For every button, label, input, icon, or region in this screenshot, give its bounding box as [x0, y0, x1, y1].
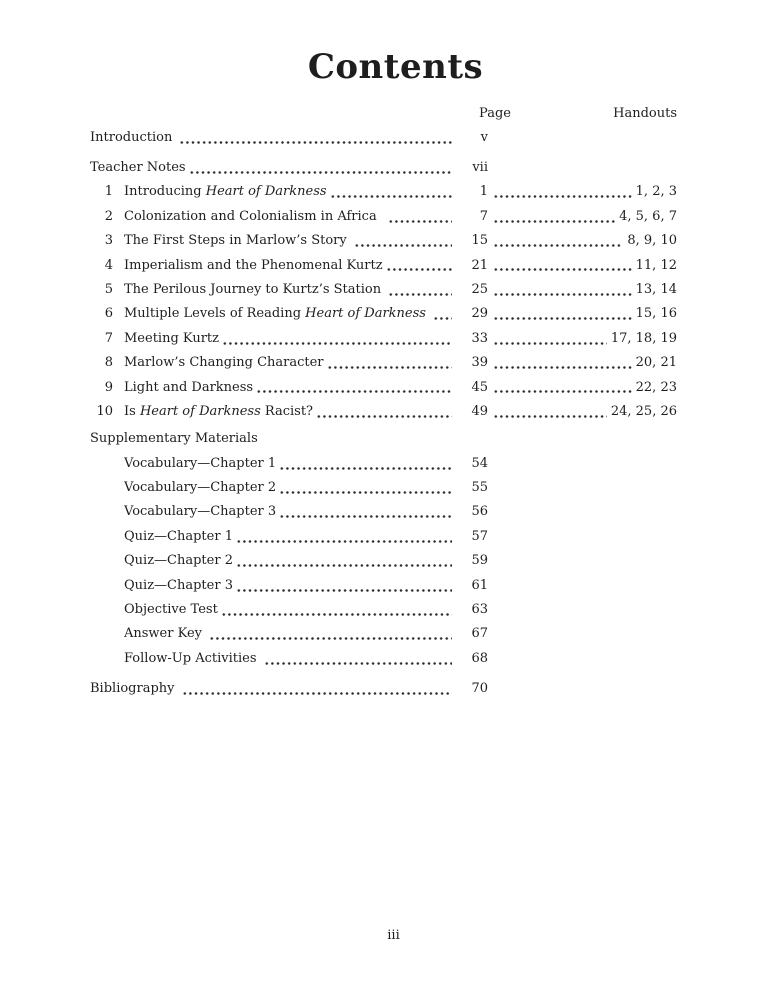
entry-title-segment: Light and Darkness	[124, 379, 254, 395]
dot-leader	[235, 525, 452, 549]
dot-leader	[208, 622, 452, 646]
entry-title	[90, 156, 186, 180]
page-number: 63	[471, 602, 488, 618]
entry-main	[90, 549, 454, 573]
page-number: 21	[471, 257, 488, 273]
entry-title	[124, 376, 253, 400]
entry-title	[124, 476, 276, 500]
chapter-list	[90, 180, 677, 424]
entry-main	[90, 427, 488, 451]
entry-title	[124, 549, 233, 573]
toc-entry-supplementary	[90, 476, 488, 500]
toc-entry-chapter	[90, 229, 677, 253]
dot-leader	[492, 278, 632, 302]
column-headers	[90, 104, 677, 124]
entry-main	[90, 574, 454, 598]
handout-numbers: 4, 5, 6, 7	[619, 208, 677, 224]
entry-main	[90, 302, 454, 326]
page-number: 7	[479, 208, 488, 224]
dot-leader	[492, 205, 615, 229]
entry-title-segment: Bibliography	[90, 680, 179, 696]
toc-entry-supplementary	[90, 622, 488, 646]
entry-title-segment: Quiz—Chapter 3	[124, 577, 233, 593]
entry-title-segment: Vocabulary—Chapter 1	[124, 455, 277, 471]
entry-title-segment: Supplementary Materials	[90, 431, 258, 447]
bibliography-section	[90, 677, 677, 701]
entry-title	[90, 677, 179, 701]
entry-title	[124, 622, 206, 646]
entry-title-segment: Answer Key	[124, 626, 207, 642]
page-number: 59	[471, 553, 488, 569]
entry-title	[124, 647, 261, 671]
page-number: 15	[471, 233, 488, 249]
entry-title-segment: Multiple Levels of Reading	[124, 306, 306, 322]
dot-leader	[329, 180, 452, 204]
entry-title	[124, 574, 233, 598]
handout-numbers: 13, 14	[635, 281, 677, 297]
toc-entry-bibliography	[90, 677, 488, 701]
entry-title-segment: Follow-Up Activities	[124, 650, 261, 666]
handouts-column-header: Handouts	[613, 106, 677, 121]
page-number: 25	[471, 281, 488, 297]
entry-main	[90, 598, 454, 622]
entry-title	[124, 302, 430, 326]
toc-entry-supplementary	[90, 452, 488, 476]
entry-title	[124, 500, 276, 524]
entry-title	[124, 254, 383, 278]
page-number: 70	[471, 680, 488, 696]
dot-leader	[492, 254, 632, 278]
handout-numbers: 8, 9, 10	[627, 233, 677, 249]
chapter-number: 5	[104, 281, 113, 297]
dot-leader	[387, 205, 452, 229]
entry-main	[90, 205, 454, 229]
entry-title-segment: Introducing	[124, 184, 206, 200]
dot-leader	[235, 549, 452, 573]
handout-numbers: 22, 23	[635, 379, 677, 395]
folio-page-number: iii	[387, 928, 400, 943]
dot-leader	[492, 180, 632, 204]
dot-leader	[432, 302, 452, 326]
toc-entry-chapter	[90, 351, 677, 375]
dot-leader	[492, 376, 632, 400]
entry-main	[90, 229, 454, 253]
toc-entry-chapter	[90, 278, 677, 302]
page-number: 54	[471, 455, 488, 471]
chapter-number: 2	[104, 208, 113, 224]
entry-main	[90, 400, 454, 424]
page-number: 29	[471, 306, 488, 322]
entry-title-italic-segment: Heart of Darkness	[305, 306, 426, 322]
entry-title-segment: Quiz—Chapter 2	[124, 553, 233, 569]
entry-main	[90, 452, 454, 476]
entry-title	[124, 278, 385, 302]
dot-leader	[188, 156, 452, 180]
toc-entry-supplementary	[90, 647, 488, 671]
chapter-number: 3	[104, 233, 113, 249]
entry-title-segment: The First Steps in Marlow’s Story	[124, 233, 351, 249]
dot-leader	[326, 351, 452, 375]
entry-main	[90, 525, 454, 549]
handout-numbers: 1, 2, 3	[635, 184, 677, 200]
chapter-number: 1	[104, 184, 113, 200]
handout-numbers: 11, 12	[635, 257, 677, 273]
toc-entry-chapter	[90, 400, 677, 424]
page-number: 49	[471, 403, 488, 419]
dot-leader	[255, 376, 452, 400]
toc-entry-chapter	[90, 327, 677, 351]
page-title: Contents	[307, 47, 484, 87]
page-number: 61	[471, 577, 488, 593]
dot-leader	[181, 677, 452, 701]
handout-numbers: 20, 21	[635, 355, 677, 371]
entry-main	[90, 254, 454, 278]
entry-main	[90, 126, 454, 150]
entry-title-segment: Is	[124, 403, 140, 419]
chapter-number: 10	[96, 403, 113, 419]
entry-title-segment: Meeting Kurtz	[124, 330, 219, 346]
dot-leader	[178, 126, 452, 150]
page-number: 33	[471, 330, 488, 346]
dot-leader	[235, 574, 452, 598]
chapter-number: 6	[104, 306, 113, 322]
dot-leader	[492, 327, 607, 351]
entry-main	[90, 327, 454, 351]
dot-leader	[492, 302, 632, 326]
entry-title	[124, 400, 313, 424]
entry-title	[124, 327, 219, 351]
dot-leader	[492, 400, 607, 424]
front-matter-list	[90, 126, 677, 180]
entry-main	[90, 647, 454, 671]
page-number: 68	[471, 650, 488, 666]
entry-title	[124, 229, 351, 253]
entry-title-segment: Marlow’s Changing Character	[124, 355, 324, 371]
toc-entry-supplementary	[90, 549, 488, 573]
dot-leader	[220, 598, 452, 622]
entry-title-segment: The Perilous Journey to Kurtz’s Station	[124, 281, 386, 297]
dot-leader	[221, 327, 452, 351]
toc-entry-supplementary	[90, 500, 488, 524]
page-number: 56	[471, 504, 488, 520]
toc-entry-chapter	[90, 180, 677, 204]
page-number: v	[480, 130, 488, 145]
dot-leader	[278, 452, 452, 476]
page-number: 1	[479, 184, 488, 200]
chapter-number: 7	[104, 330, 113, 346]
dot-leader	[278, 500, 452, 524]
toc-entry-chapter	[90, 302, 677, 326]
entry-title	[124, 598, 218, 622]
chapter-number: 8	[104, 355, 113, 371]
entry-main	[90, 278, 454, 302]
dot-leader	[263, 647, 452, 671]
entry-title-segment: Teacher Notes	[90, 159, 186, 175]
toc-entry-chapter	[90, 254, 677, 278]
entry-main	[90, 500, 454, 524]
entry-main	[90, 476, 454, 500]
dot-leader	[387, 278, 452, 302]
dot-leader	[278, 476, 452, 500]
toc-entry-front-matter	[90, 156, 488, 180]
entry-main	[90, 156, 454, 180]
entry-main	[90, 376, 454, 400]
handout-numbers: 24, 25, 26	[610, 403, 677, 419]
entry-title-italic-segment: Heart of Darkness	[139, 403, 261, 419]
toc-entry-supplementary	[90, 574, 488, 598]
entry-main	[90, 677, 454, 701]
dot-leader	[492, 229, 623, 253]
toc-entry-chapter	[90, 376, 677, 400]
entry-title	[124, 180, 327, 204]
page-number: 67	[471, 626, 488, 642]
entry-main	[90, 351, 454, 375]
entry-title-segment: Vocabulary—Chapter 3	[124, 504, 277, 520]
entry-title	[124, 205, 385, 229]
page-number: 39	[471, 355, 488, 371]
dot-leader	[353, 229, 452, 253]
entry-title-italic-segment: Heart of Darkness	[205, 184, 327, 200]
supplementary-section	[90, 427, 677, 671]
toc-entry-supplementary	[90, 598, 488, 622]
entry-title-segment: Introduction	[90, 130, 177, 145]
entry-title-segment: Colonization and Colonialism in Africa	[124, 208, 385, 224]
dot-leader	[385, 254, 452, 278]
toc-entry-supplementary	[90, 525, 488, 549]
page-column-header: Page	[479, 106, 511, 121]
toc-entry-chapter	[90, 205, 677, 229]
chapter-number: 9	[104, 379, 113, 395]
entry-title-segment: Racist?	[260, 403, 314, 419]
entry-main	[90, 622, 454, 646]
dot-leader	[492, 351, 632, 375]
entry-title	[90, 427, 258, 451]
handout-numbers: 15, 16	[635, 306, 677, 322]
entry-main	[90, 180, 454, 204]
entry-title-segment: Quiz—Chapter 1	[124, 528, 233, 544]
entry-title	[90, 126, 176, 150]
page-number: vii	[472, 159, 488, 175]
handout-numbers: 17, 18, 19	[610, 330, 677, 346]
page-number: 57	[471, 528, 488, 544]
chapter-number: 4	[104, 257, 113, 273]
entry-title	[124, 351, 324, 375]
dot-leader	[315, 400, 452, 424]
entry-title	[124, 525, 233, 549]
page-number: 55	[471, 480, 488, 496]
entry-title-segment	[426, 306, 430, 321]
entry-title	[124, 452, 276, 476]
supplementary-heading	[90, 427, 488, 451]
entry-title-segment: Vocabulary—Chapter 2	[124, 480, 277, 496]
page-number: 45	[471, 379, 488, 395]
toc-body	[90, 126, 677, 701]
entry-title-segment: Objective Test	[124, 602, 218, 618]
toc-entry-front-matter	[90, 126, 488, 150]
entry-title-segment: Imperialism and the Phenomenal Kurtz	[124, 257, 383, 273]
